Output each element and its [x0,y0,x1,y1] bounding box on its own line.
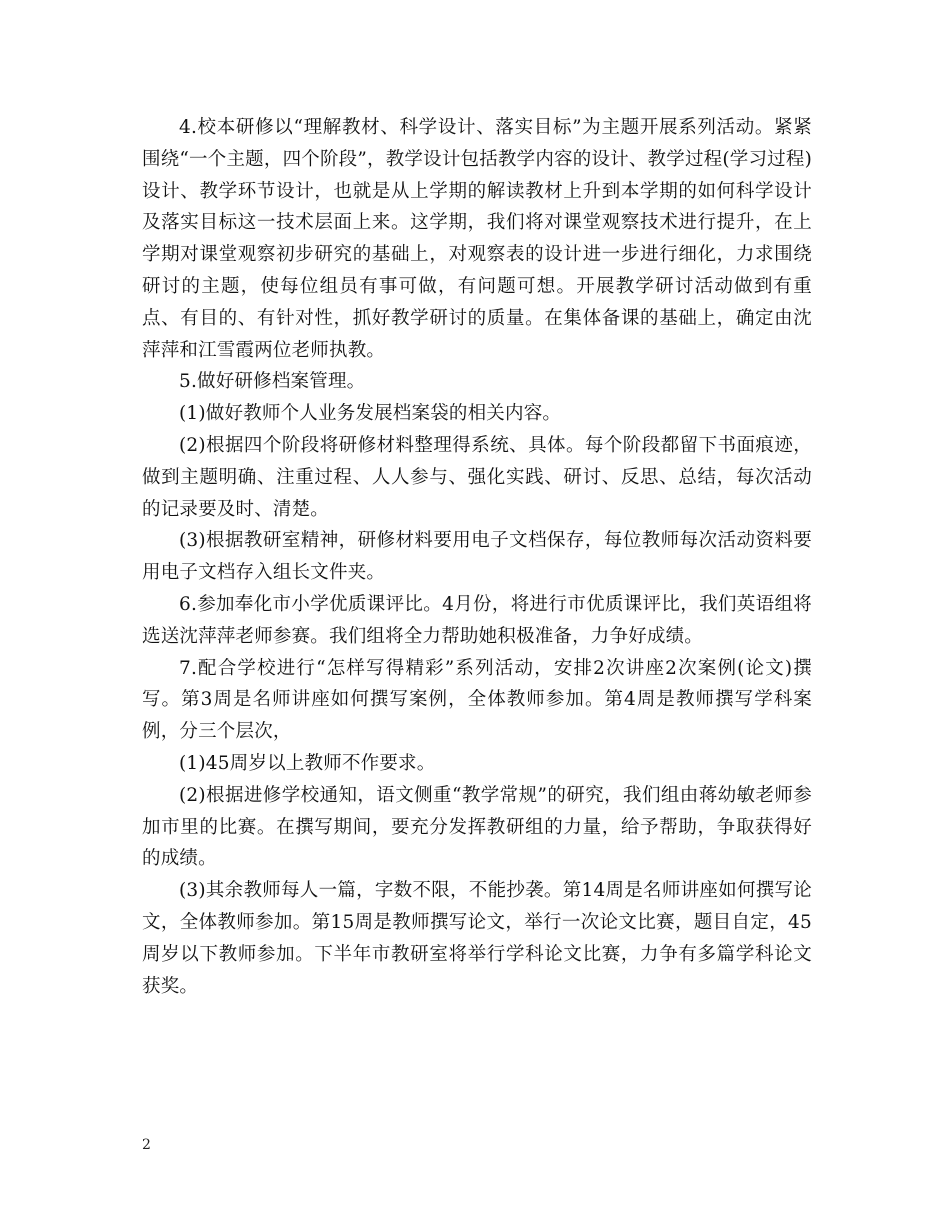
paragraph-item-5-3: (3)根据教研室精神，研修材料要用电子文档保存，每位教师每次活动资料要用电子文档存入组长文件夹。 [142,530,812,584]
paragraph-item-7-1: (1)45周岁以上教师不作要求。 [179,752,436,774]
paragraph-item-7-2: (2)根据进修学校通知，语文侧重“教学常规”的研究，我们组由蒋幼敏老师参加市里的比赛。在撰写期间，要充分发挥教研组的力量，给予帮助，争取获得好的成绩。 [142,784,812,870]
paragraph-item-4: 4.校本研修以“理解教材、科学设计、落实目标”为主题开展系列活动。紧紧围绕“一个主题，四个阶段”，教学设计包括教学内容的设计、教学过程(学习过程)设计、教学环节设计，也就是从上学期的解读教材上升到本学期的如何科学设计及落实目标这一技术层面上来。这学期，我们将对课堂观察技术进行提升，在上学期对课堂观察初步研究的基础上，对观察表的设计进一步进行细化，力求围绕研讨的主题，使每位组员有事可做，有问题可想。开展教学研讨活动做到有重点、有目的、有针对性，抓好教学研讨的质量。在集体备课的基础上，确定由沈萍萍和江雪霞两位老师执教。 [142,117,812,361]
page-number: 2 [142,1137,151,1153]
document-body [142,112,812,1002]
paragraph-item-6: 6.参加奉化市小学优质课评比。4月份，将进行市优质课评比，我们英语组将选送沈萍萍老师参赛。我们组将全力帮助她积极准备，力争好成绩。 [142,593,812,647]
paragraph-item-7: 7.配合学校进行“怎样写得精彩”系列活动，安排2次讲座2次案例(论文)撰写。第3周是名师讲座如何撰写案例，全体教师参加。第4周是教师撰写学科案例，分三个层次， [142,657,812,743]
paragraph-item-5-1: (1)做好教师个人业务发展档案袋的相关内容。 [179,403,562,425]
paragraph-item-5-heading: 5.做好研修档案管理。 [179,371,366,393]
paragraph-item-7-3: (3)其余教师每人一篇，字数不限，不能抄袭。第14周是名师讲座如何撰写论文，全体教师参加。第15周是教师撰写论文，举行一次论文比赛，题目自定，45周岁以下教师参加。下半年市教研室将举行学科论文比赛，力争有多篇学科论文获奖。 [142,880,812,997]
paragraph-item-5-2: (2)根据四个阶段将研修材料整理得系统、具体。每个阶段都留下书面痕迹，做到主题明确、注重过程、人人参与、强化实践、研讨、反思、总结，每次活动的记录要及时、清楚。 [142,434,812,520]
